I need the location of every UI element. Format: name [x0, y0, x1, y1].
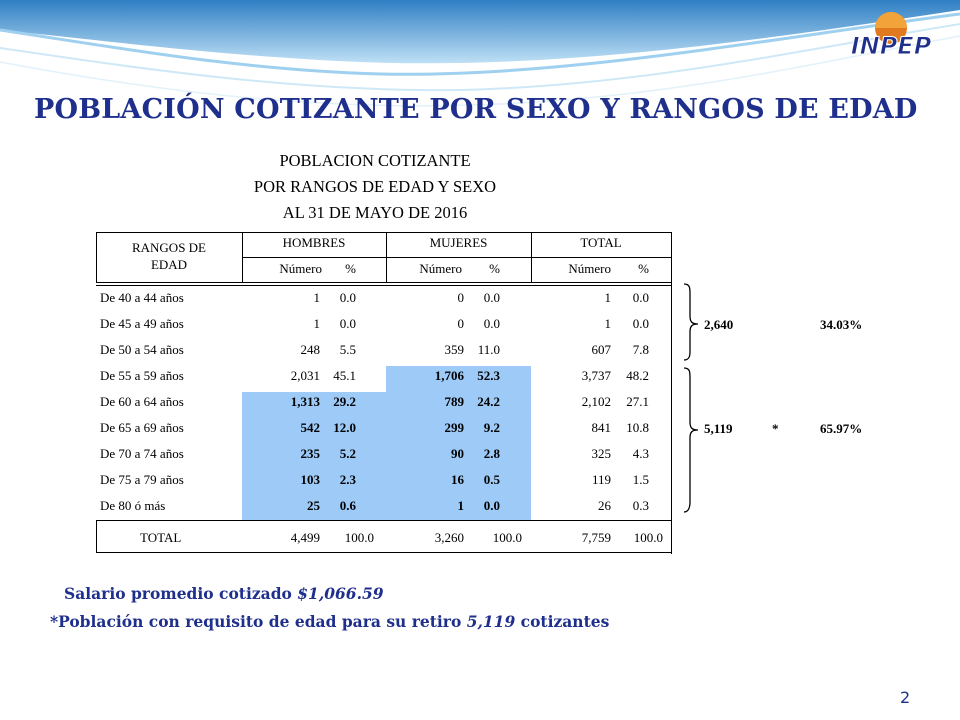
cell-mujeres-numero: 789 — [444, 394, 464, 409]
cell-hombres-numero: 1,313 — [290, 394, 320, 409]
cell-mujeres-pct: 52.3 — [477, 368, 500, 383]
total-mujeres-pct: 100.0 — [492, 530, 522, 545]
subheader-numero: Número — [568, 261, 611, 276]
table-title-line-2: POR RANGOS DE EDAD Y SEXO — [253, 177, 497, 196]
cell-total-pct: 1.5 — [632, 472, 649, 487]
total-total-pct: 100.0 — [633, 530, 663, 545]
slide-title: POBLACIÓN COTIZANTE POR SEXO Y RANGOS DE EDAD — [34, 94, 918, 125]
cell-hombres-pct: 2.3 — [339, 472, 356, 487]
row-label: De 55 a 59 años — [100, 368, 184, 383]
cell-total-numero: 607 — [591, 342, 611, 357]
svg-text:INPEP: INPEP — [850, 32, 932, 60]
row-label: De 75 a 79 años — [100, 472, 184, 487]
row-label: De 50 a 54 años — [100, 342, 184, 357]
row-label: De 65 a 69 años — [100, 420, 184, 435]
population-table — [96, 232, 672, 554]
cell-hombres-pct: 45.1 — [333, 368, 356, 383]
cell-total-numero: 3,737 — [581, 368, 611, 383]
cell-hombres-numero: 542 — [300, 420, 320, 435]
group2-total: 5,119 — [704, 421, 733, 436]
cell-mujeres-numero: 90 — [451, 446, 464, 461]
cell-mujeres-pct: 0.0 — [483, 498, 500, 513]
cell-total-numero: 841 — [591, 420, 611, 435]
cell-hombres-pct: 0.0 — [339, 316, 356, 331]
group-header-mujeres: MUJERES — [429, 235, 488, 250]
row-label: De 70 a 74 años — [100, 446, 184, 461]
total-hombres-numero: 4,499 — [290, 530, 320, 545]
range-header-line-2: EDAD — [150, 257, 188, 272]
total-label: TOTAL — [140, 530, 182, 545]
cell-mujeres-numero: 299 — [444, 420, 464, 435]
group2-pct: 65.97% — [820, 421, 863, 436]
cell-mujeres-pct: 9.2 — [483, 420, 500, 435]
subheader-numero: Número — [279, 261, 322, 276]
group-header-hombres: HOMBRES — [282, 235, 346, 250]
cell-mujeres-pct: 24.2 — [477, 394, 500, 409]
subheader-pct: % — [345, 261, 356, 276]
retire-suffix: cotizantes — [515, 612, 610, 631]
cell-hombres-pct: 29.2 — [333, 394, 356, 409]
cell-mujeres-numero: 0 — [457, 316, 464, 331]
cell-mujeres-pct: 11.0 — [477, 342, 500, 357]
cell-hombres-numero: 103 — [300, 472, 320, 487]
cell-total-numero: 325 — [591, 446, 611, 461]
salary-value: $1,066.59 — [297, 584, 384, 603]
cell-hombres-pct: 5.5 — [339, 342, 356, 357]
cell-total-pct: 0.0 — [632, 316, 649, 331]
cell-hombres-pct: 5.2 — [339, 446, 356, 461]
cell-mujeres-pct: 0.5 — [483, 472, 500, 487]
cell-hombres-pct: 0.0 — [339, 290, 356, 305]
subheader-pct: % — [489, 261, 500, 276]
subheader-numero: Número — [419, 261, 462, 276]
cell-total-pct: 0.0 — [632, 290, 649, 305]
cell-mujeres-numero: 1 — [457, 498, 464, 513]
group2-marker: * — [772, 421, 779, 436]
cell-total-numero: 1 — [604, 290, 611, 305]
cell-mujeres-numero: 16 — [451, 472, 464, 487]
cell-total-pct: 27.1 — [626, 394, 649, 409]
cell-total-pct: 7.8 — [632, 342, 649, 357]
cell-total-pct: 4.3 — [632, 446, 649, 461]
total-mujeres-numero: 3,260 — [434, 530, 464, 545]
header-wave-decoration — [0, 0, 960, 150]
total-total-numero: 7,759 — [581, 530, 611, 545]
range-header-line-1: RANGOS DE — [131, 240, 207, 255]
cell-mujeres-pct: 0.0 — [483, 290, 500, 305]
cell-mujeres-numero: 359 — [444, 342, 464, 357]
page-number: 2 — [900, 688, 911, 707]
retire-note — [50, 612, 609, 631]
grouping-braces — [676, 280, 706, 520]
cell-total-pct: 10.8 — [626, 420, 649, 435]
cell-total-pct: 48.2 — [626, 368, 649, 383]
cell-hombres-numero: 1 — [313, 290, 320, 305]
cell-total-numero: 2,102 — [581, 394, 611, 409]
cell-mujeres-pct: 2.8 — [483, 446, 500, 461]
cell-hombres-numero: 2,031 — [290, 368, 320, 383]
cell-hombres-pct: 0.6 — [339, 498, 356, 513]
cell-hombres-pct: 12.0 — [333, 420, 356, 435]
inpep-logo — [836, 10, 946, 62]
group1-total: 2,640 — [704, 317, 734, 332]
cell-hombres-numero: 25 — [307, 498, 320, 513]
cell-mujeres-numero: 0 — [457, 290, 464, 305]
cell-hombres-numero: 235 — [300, 446, 320, 461]
total-hombres-pct: 100.0 — [344, 530, 374, 545]
table-title-line-3: AL 31 DE MAYO DE 2016 — [282, 203, 468, 222]
subheader-pct: % — [638, 261, 649, 276]
cell-hombres-numero: 248 — [300, 342, 320, 357]
retire-label: *Población con requisito de edad para su retiro — [50, 612, 467, 631]
cell-mujeres-pct: 0.0 — [483, 316, 500, 331]
group-header-total: TOTAL — [580, 235, 622, 250]
row-label: De 80 ó más — [100, 498, 166, 513]
table-title-line-1: POBLACION COTIZANTE — [279, 151, 471, 170]
cell-total-numero: 119 — [591, 472, 611, 487]
row-label: De 60 a 64 años — [100, 394, 184, 409]
row-label: De 40 a 44 años — [100, 290, 184, 305]
row-label: De 45 a 49 años — [100, 316, 184, 331]
cell-total-numero: 26 — [598, 498, 611, 513]
salary-label: Salario promedio cotizado — [64, 584, 298, 603]
cell-hombres-numero: 1 — [313, 316, 320, 331]
cell-total-numero: 1 — [604, 316, 611, 331]
salary-note — [64, 584, 384, 603]
cell-mujeres-numero: 1,706 — [434, 368, 464, 383]
group1-pct: 34.03% — [820, 317, 863, 332]
retire-value: 5,119 — [466, 612, 516, 631]
cell-total-pct: 0.3 — [632, 498, 649, 513]
